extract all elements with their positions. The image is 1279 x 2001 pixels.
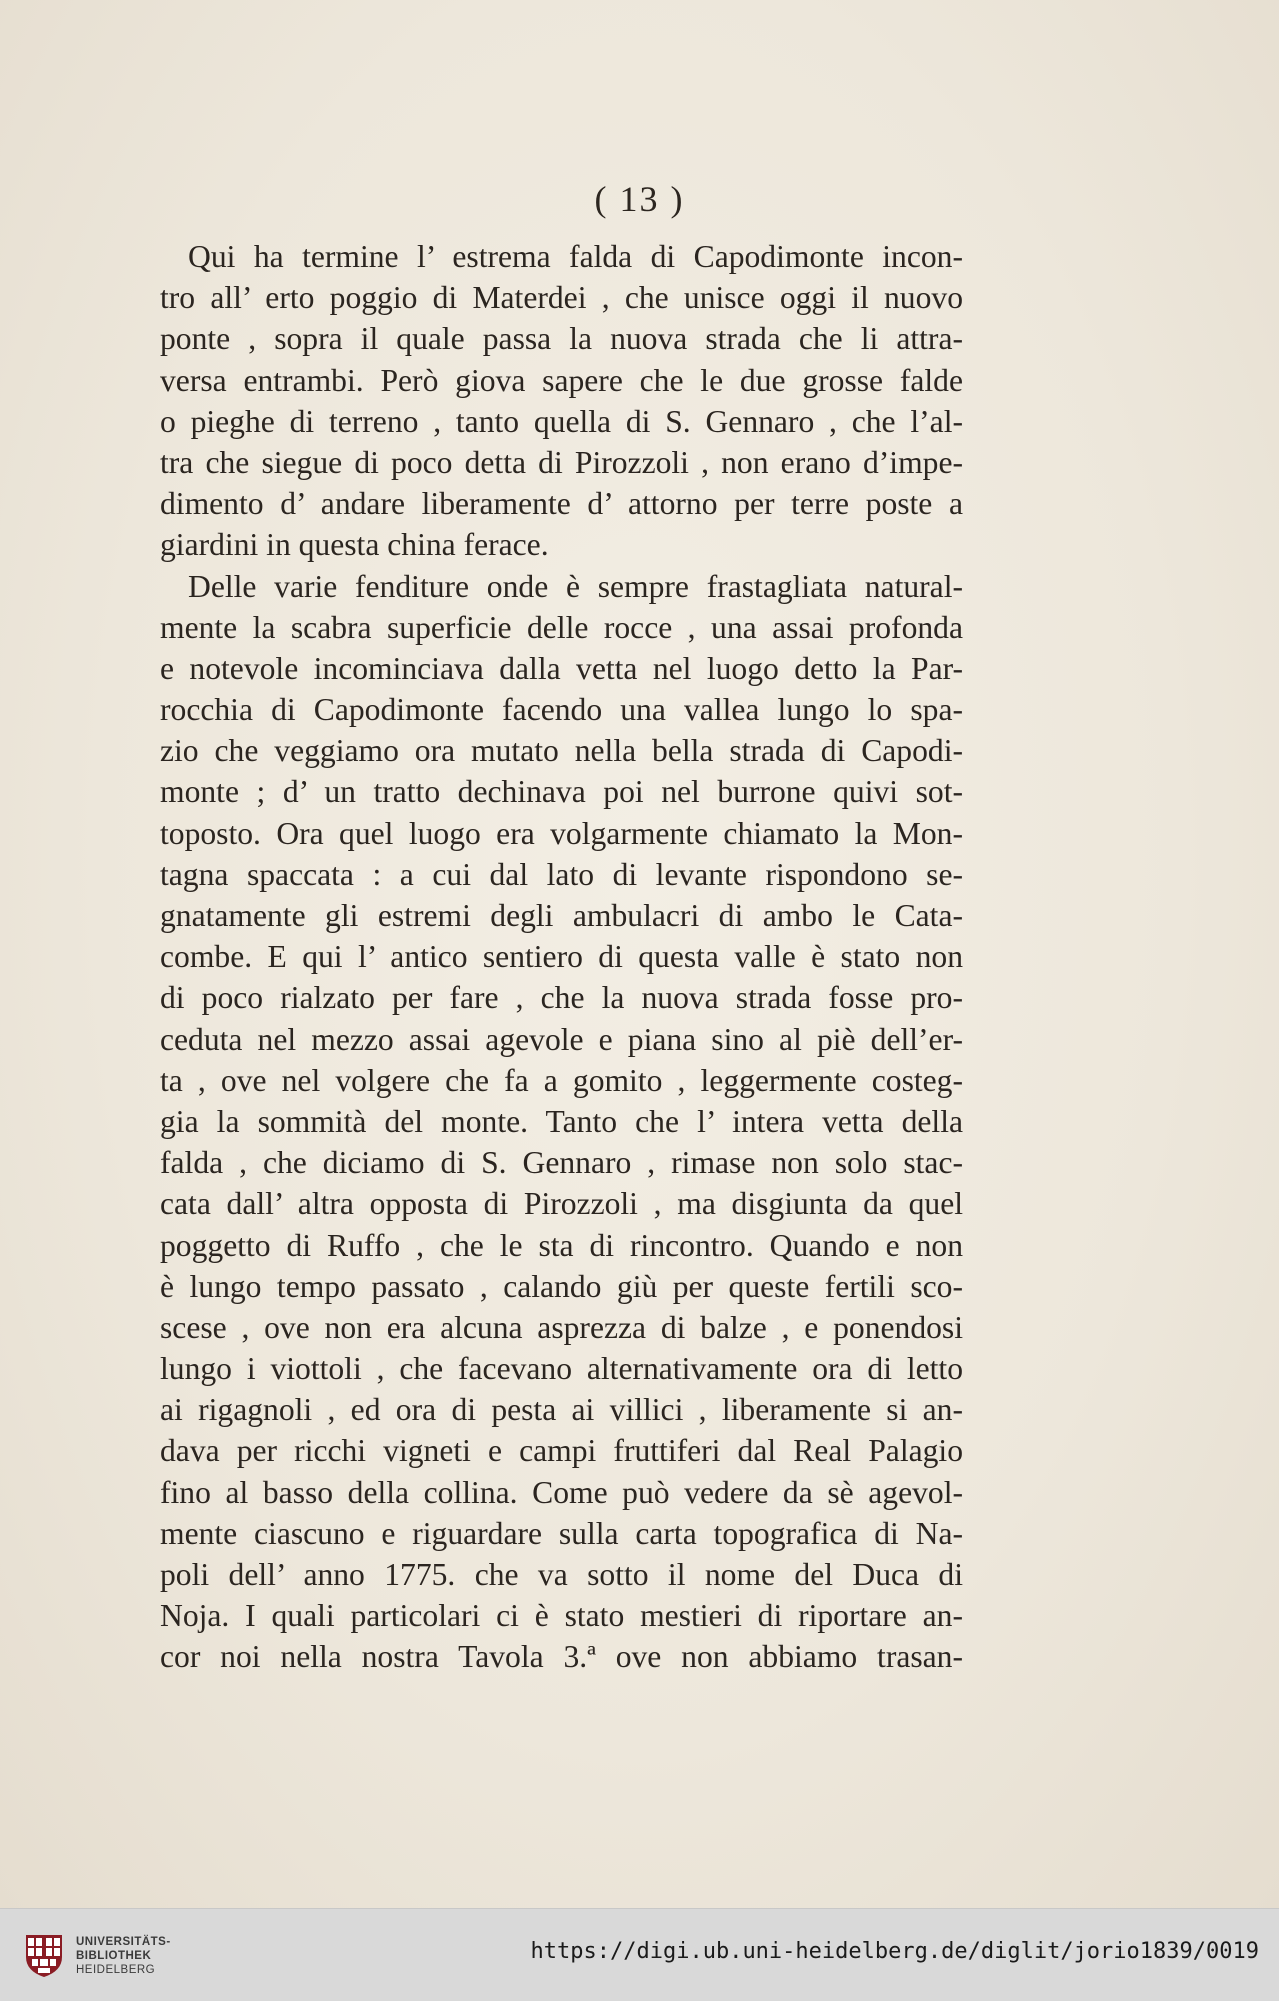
text-line: è lungo tempo passato , calando giù per queste fertili sco- — [160, 1268, 963, 1304]
text-line: gia la sommità del monte. Tanto che l’ intera vetta della — [160, 1103, 963, 1139]
text-line: zio che veggiamo ora mutato nella bella strada di Capodi- — [160, 733, 963, 769]
text-line: mente la scabra superficie delle rocce , una assai profonda — [160, 609, 963, 645]
text-line: poggetto di Ruffo , che le sta di rincontro. Quando e non — [160, 1227, 963, 1263]
text-line: tagna spaccata : a cui dal lato di levante rispondono se- — [160, 856, 963, 892]
text-line: o pieghe di terreno , tanto quella di S. Gennaro , che l’al- — [160, 403, 963, 439]
text-line: cor noi nella nostra Tavola 3.ª ove non abbiamo trasan- — [160, 1639, 963, 1675]
library-name-line: BIBLIOTHEK — [76, 1950, 152, 1962]
footer-bar — [0, 1908, 1279, 2001]
text-line: di poco rialzato per fare , che la nuova strada fosse pro- — [160, 980, 963, 1016]
text-line: falda , che diciamo di S. Gennaro , rimase non solo stac- — [160, 1145, 963, 1181]
text-line: lungo i viottoli , che facevano alternativamente ora di letto — [160, 1351, 963, 1387]
text-line: scese , ove non era alcuna asprezza di balze , e ponendosi — [160, 1309, 963, 1345]
text-line: ceduta nel mezzo assai agevole e piana sino al piè dell’er- — [160, 1021, 963, 1057]
text-line: e notevole incominciava dalla vetta nel luogo detto la Par- — [160, 650, 963, 686]
permalink-url[interactable]: https://digi.ub.uni-heidelberg.de/diglit/jorio1839/0019 — [530, 1939, 1259, 1964]
text-line: ta , ove nel volgere che fa a gomito , leggermente costeg- — [160, 1062, 963, 1098]
text-line: monte ; d’ un tratto dechinava poi nel burrone quivi sot- — [160, 774, 963, 810]
text-line: fino al basso della collina. Come può vedere da sè agevol- — [160, 1474, 963, 1510]
text-line: Delle varie fenditure onde è sempre frastagliata natural- — [188, 568, 963, 604]
text-line: toposto. Ora quel luogo era volgarmente chiamato la Mon- — [160, 815, 963, 851]
text-line: tro all’ erto poggio di Materdei , che unisce oggi il nuovo — [160, 280, 963, 316]
text-line: mente ciascuno e riguardare sulla carta topografica di Na- — [160, 1515, 963, 1551]
text-line: Noja. I quali particolari ci è stato mestieri di riportare an- — [160, 1598, 963, 1634]
library-name — [76, 1935, 171, 1977]
university-seal-icon — [22, 1931, 66, 1979]
text-line: Qui ha termine l’ estrema falda di Capodimonte incon- — [188, 239, 963, 274]
text-line: cata dall’ altra opposta di Pirozzoli , ma disgiunta da quel — [160, 1186, 963, 1222]
page-number: ( 13 ) — [594, 179, 685, 219]
text-line: dava per ricchi vigneti e campi fruttiferi dal Real Palagio — [160, 1433, 963, 1469]
library-name-line: UNIVERSITÄTS- — [76, 1936, 171, 1948]
text-line: gnatamente gli estremi degli ambulacri di ambo le Cata- — [160, 898, 963, 933]
text-line: poli dell’ anno 1775. che va sotto il nome del Duca di — [160, 1557, 963, 1592]
library-name-line: HEIDELBERG — [76, 1964, 156, 1976]
text-line: dimento d’ andare liberamente d’ attorno per terre poste a — [160, 486, 963, 522]
text-line: giardini in questa china ferace. — [160, 527, 549, 563]
text-line: versa entrambi. Però giova sapere che le due grosse falde — [160, 362, 963, 398]
text-line: ponte , sopra il quale passa la nuova strada che li attra- — [160, 321, 963, 357]
text-line: rocchia di Capodimonte facendo una vallea lungo lo spa- — [160, 692, 963, 728]
text-line: combe. E qui l’ antico sentiero di questa valle è stato non — [160, 939, 963, 975]
text-line: tra che siegue di poco detta di Pirozzoli , non erano d’impe- — [160, 444, 963, 480]
body-text — [160, 236, 963, 1678]
text-line: ai rigagnoli , ed ora di pesta ai villici , liberamente si an- — [160, 1392, 963, 1428]
